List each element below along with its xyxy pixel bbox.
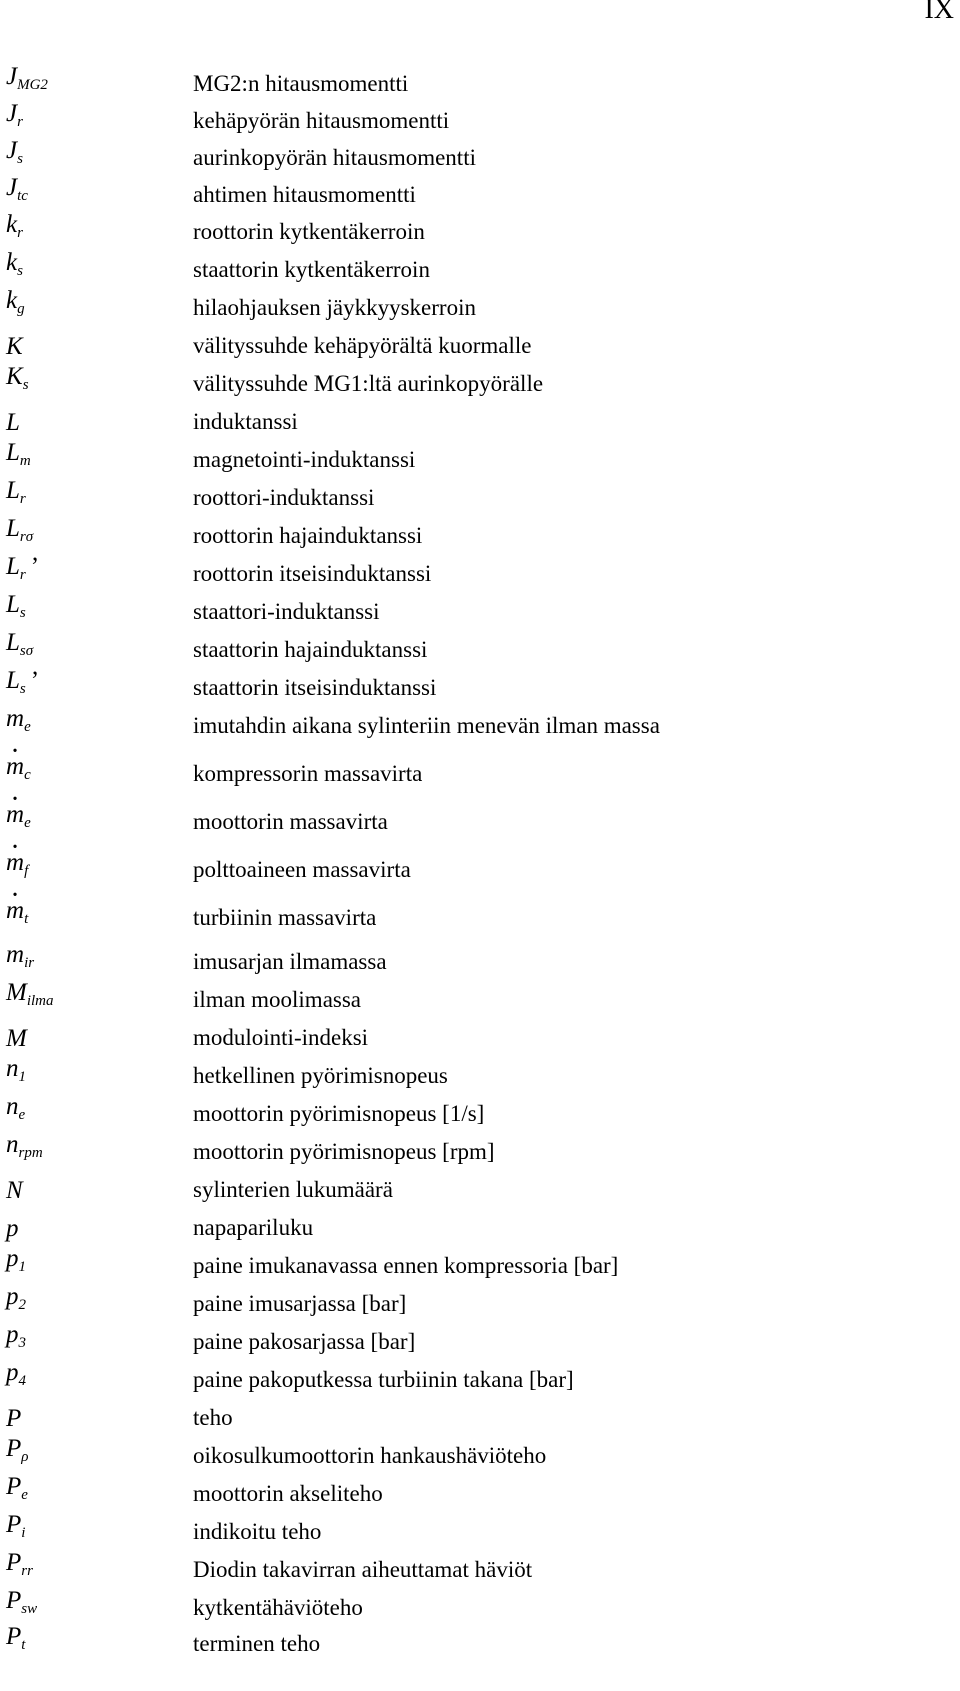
symbol-base: P — [6, 1473, 22, 1500]
symbol-subscript: m — [19, 453, 31, 469]
symbol-base: P — [6, 1587, 22, 1614]
symbol-description: hetkellinen pyörimisnopeus — [193, 1063, 448, 1088]
symbol-base: J — [6, 137, 18, 164]
symbol-description: välityssuhde kehäpyörältä kuormalle — [193, 333, 532, 358]
symbol-description: ilman moolimassa — [193, 987, 362, 1012]
symbol-description: kehäpyörän hitausmomentti — [193, 108, 450, 133]
symbol-description: magnetointi-induktanssi — [193, 447, 416, 472]
symbol-base: p — [6, 1283, 19, 1310]
symbol-description: aurinkopyörän hitausmomentti — [193, 145, 476, 170]
symbol-subscript: MG2 — [17, 77, 48, 93]
symbol-base: k — [6, 211, 18, 238]
symbol-description: staattorin hajainduktanssi — [193, 637, 428, 662]
symbol-description: moottorin akseliteho — [193, 1481, 383, 1506]
page-number: IX — [924, 0, 954, 25]
symbol-subscript: 1 — [18, 1259, 26, 1275]
symbol-subscript: e — [18, 1107, 26, 1123]
symbol-base: L — [6, 515, 20, 542]
symbol-description: Diodin takavirran aiheuttamat häviöt — [193, 1557, 533, 1582]
symbol-subscript: rσ — [19, 529, 34, 545]
symbol-subscript: sσ — [19, 643, 34, 659]
symbol-base: J — [6, 63, 18, 90]
symbol-description: moottorin pyörimisnopeus [rpm] — [193, 1139, 495, 1164]
symbol-description: moottorin pyörimisnopeus [1/s] — [193, 1101, 485, 1126]
symbol-description: paine imukanavassa ennen kompressoria [bar] — [193, 1253, 619, 1278]
symbol-description: staattorin itseisinduktanssi — [193, 675, 437, 700]
symbol-base: p — [6, 1321, 19, 1348]
symbol-description: terminen teho — [193, 1631, 321, 1656]
symbol-subscript: g — [17, 301, 25, 317]
symbol-subscript: sw — [21, 1601, 38, 1617]
symbol-description: sylinterien lukumäärä — [193, 1177, 393, 1202]
symbol-subscript: e — [24, 719, 31, 735]
symbol-base: J — [6, 100, 18, 127]
symbol-description: kompressorin massavirta — [193, 761, 423, 786]
symbol-base: n — [6, 1055, 19, 1082]
symbol-description: indikoitu teho — [193, 1519, 322, 1544]
symbol-base: · m — [6, 752, 24, 782]
symbol-base: M — [6, 979, 27, 1006]
symbol-base: L — [6, 409, 20, 436]
symbol-description: oikosulkumoottorin hankaushäviöteho — [193, 1443, 547, 1468]
symbol-subscript: s — [19, 605, 26, 621]
symbol-description: hilaohjauksen jäykkyyskerroin — [193, 295, 476, 320]
symbol-subscript: r — [19, 491, 26, 507]
symbol-description: välityssuhde MG1:ltä aurinkopyörälle — [193, 371, 544, 396]
symbol-description: paine pakosarjassa [bar] — [193, 1329, 416, 1354]
symbol-description: staattorin kytkentäkerroin — [193, 257, 430, 282]
symbol-base: L — [6, 439, 20, 466]
symbol-description: ahtimen hitausmomentti — [193, 182, 416, 207]
symbol-base: P — [6, 1405, 22, 1432]
symbol-prime: ’ — [30, 553, 40, 580]
symbol-description: paine pakoputkessa turbiinin takana [bar] — [193, 1367, 574, 1392]
symbol-description: roottorin hajainduktanssi — [193, 523, 423, 548]
symbol-base: p — [6, 1359, 19, 1386]
symbol-description: turbiinin massavirta — [193, 905, 377, 930]
symbol-subscript: e — [24, 815, 31, 831]
symbol-base: L — [6, 477, 20, 504]
symbol-base: P — [6, 1623, 22, 1650]
symbol-description: roottorin itseisinduktanssi — [193, 561, 432, 586]
symbol-description: MG2:n hitausmomentti — [193, 71, 409, 96]
symbol-subscript: s — [22, 377, 29, 393]
symbol-subscript: r — [17, 225, 23, 241]
symbol-base: k — [6, 287, 18, 314]
symbol-subscript: s — [17, 151, 23, 167]
symbol-base: P — [6, 1511, 22, 1538]
symbol-description: moottorin massavirta — [193, 809, 388, 834]
symbol-description: polttoaineen massavirta — [193, 857, 411, 882]
symbol-base: N — [6, 1177, 23, 1204]
symbol-base: n — [6, 1093, 19, 1120]
symbol-subscript: e — [21, 1487, 28, 1503]
symbol-subscript: ilma — [26, 993, 54, 1009]
symbol-subscript: i — [21, 1525, 26, 1541]
symbol-base: P — [6, 1549, 22, 1576]
symbol-base: K — [6, 333, 23, 360]
symbol-description: staattori-induktanssi — [193, 599, 380, 624]
symbol-subscript: ρ — [21, 1449, 29, 1465]
symbol-base: M — [6, 1025, 27, 1052]
symbol-base: J — [6, 174, 18, 201]
symbol-subscript: tc — [17, 188, 28, 204]
symbol-description: modulointi-indeksi — [193, 1025, 369, 1050]
symbol-base: · m — [6, 800, 24, 830]
symbol-base: L — [6, 591, 20, 618]
symbol-subscript: s — [17, 263, 23, 279]
symbol-subscript: rr — [21, 1563, 33, 1579]
symbol-base: · m — [6, 848, 24, 878]
symbol-base: p — [6, 1245, 19, 1272]
symbol-description: kytkentähäviöteho — [193, 1595, 363, 1620]
symbol-subscript: t — [21, 1637, 26, 1653]
symbol-base: n — [6, 1131, 19, 1158]
symbol-base: m — [6, 705, 25, 732]
symbol-base: p — [6, 1215, 19, 1242]
symbol-base: · m — [6, 896, 24, 926]
symbol-subscript: r — [19, 567, 26, 583]
symbol-subscript: f — [24, 863, 29, 879]
symbol-subscript: 3 — [18, 1335, 26, 1351]
symbol-description: imutahdin aikana sylinteriin menevän ilman massa — [193, 713, 660, 738]
symbol-base: L — [6, 553, 20, 580]
symbol-description: roottorin kytkentäkerroin — [193, 219, 425, 244]
symbol-base: L — [6, 667, 20, 694]
symbol-description: induktanssi — [193, 409, 298, 434]
symbol-description: napapariluku — [193, 1215, 314, 1240]
symbol-base: m — [6, 941, 25, 968]
symbol-prime: ’ — [30, 667, 40, 694]
symbol-description: paine imusarjassa [bar] — [193, 1291, 407, 1316]
symbol-subscript: 2 — [18, 1297, 26, 1313]
symbol-base: L — [6, 629, 20, 656]
symbol-subscript: rpm — [18, 1145, 43, 1161]
symbol-subscript: s — [19, 681, 26, 697]
symbol-description: roottori-induktanssi — [193, 485, 375, 510]
symbol-subscript: r — [17, 114, 23, 130]
symbol-subscript: t — [24, 911, 29, 927]
symbol-base: K — [6, 363, 23, 390]
symbol-subscript: c — [24, 767, 31, 783]
symbol-subscript: 4 — [18, 1373, 26, 1389]
symbol-base: P — [6, 1435, 22, 1462]
symbol-term — [6, 1622, 25, 1660]
symbol-subscript: ir — [24, 955, 35, 971]
symbol-base: k — [6, 249, 18, 276]
symbol-subscript: 1 — [18, 1069, 26, 1085]
symbol-description: imusarjan ilmamassa — [193, 949, 387, 974]
symbol-description: teho — [193, 1405, 233, 1430]
